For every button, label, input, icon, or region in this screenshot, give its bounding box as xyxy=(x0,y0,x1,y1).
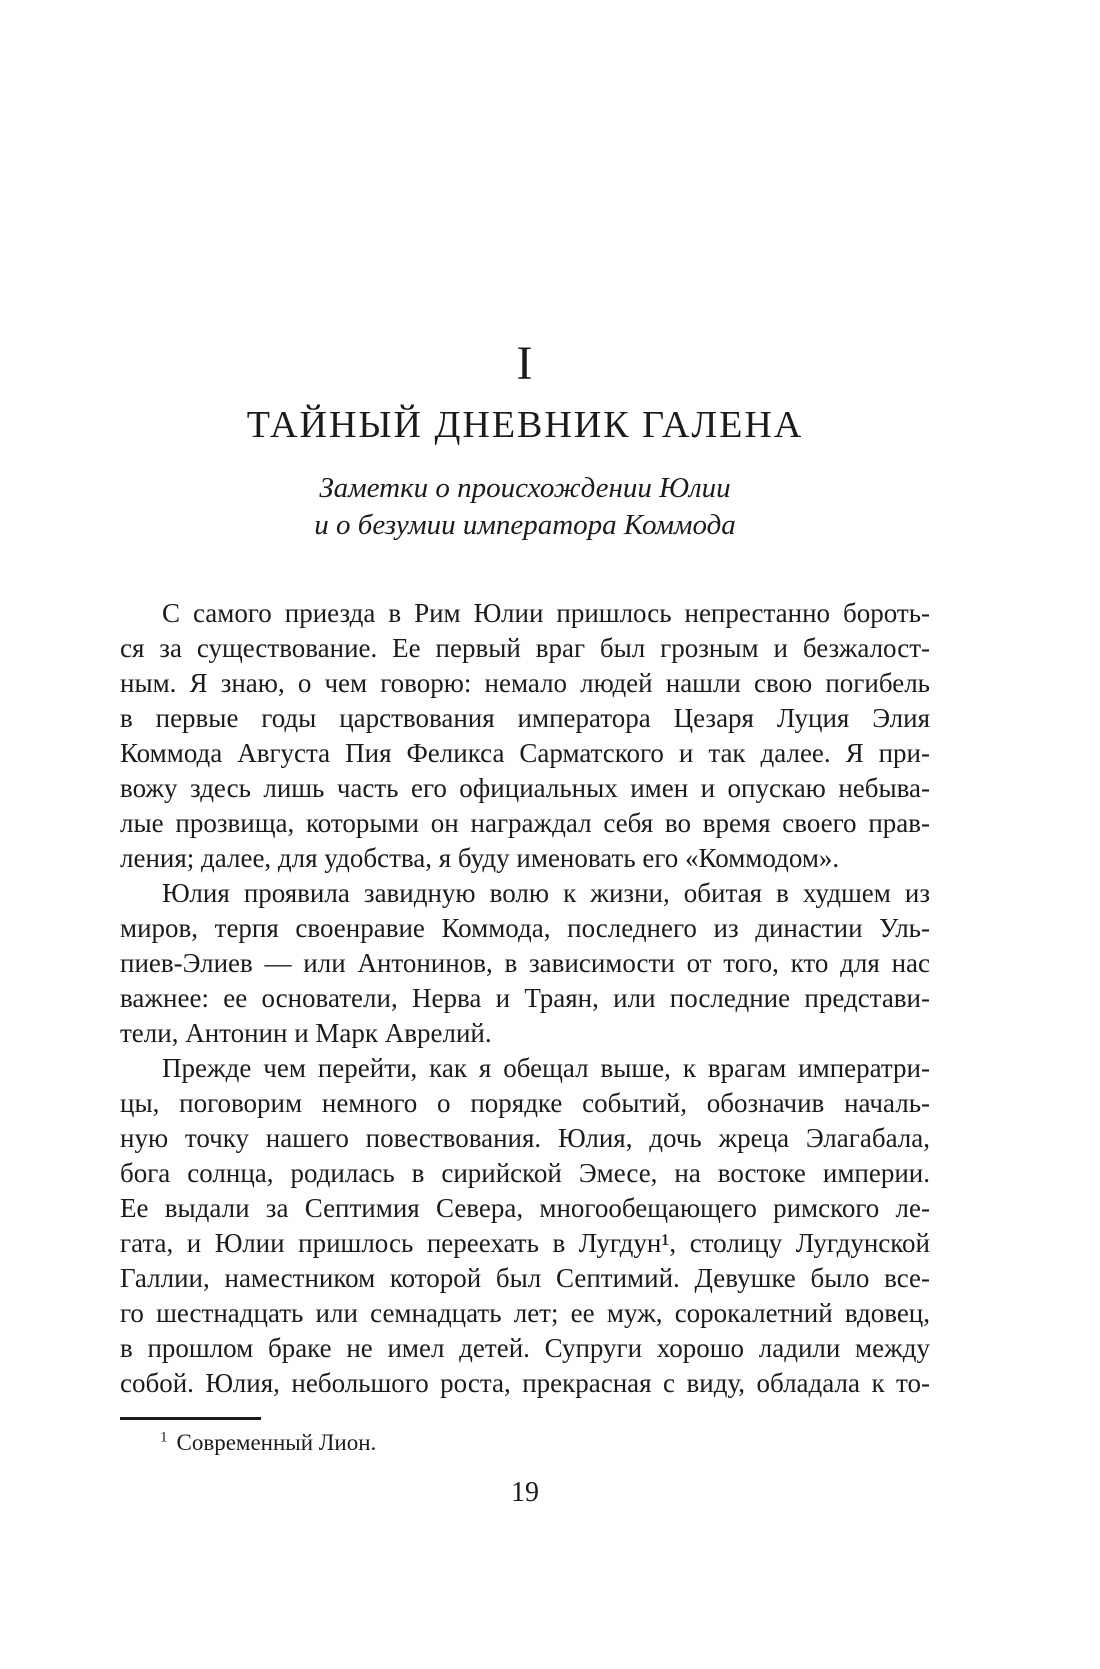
text-line: ную точку нашего повествования. Юлия, дочь жреца Элагабала, xyxy=(120,1123,930,1153)
text-line: ления; далее, для удобства, я буду именовать его «Коммодом». xyxy=(120,843,840,873)
text-line: важнее: ее основатели, Нерва и Траян, или последние представи- xyxy=(120,983,930,1013)
footnote xyxy=(120,1428,930,1458)
text-line: го шестнадцать или семнадцать лет; ее муж, сорокалетний вдовец, xyxy=(120,1298,930,1328)
text-line: ся за существование. Ее первый враг был грозным и безжалост- xyxy=(120,633,930,663)
footnote-marker: 1 xyxy=(160,1429,168,1446)
text-line: цы, поговорим немного о порядке событий, обозначив началь- xyxy=(120,1088,930,1118)
text-line: вожу здесь лишь часть его официальных имен и опускаю небыва- xyxy=(120,773,930,803)
text-line: бога солнца, родилась в сирийской Эмесе, на востоке империи. xyxy=(120,1158,930,1188)
footnote-text: Современный Лион. xyxy=(176,1430,377,1455)
text-line: Коммода Августа Пия Феликса Сарматского и так далее. Я при- xyxy=(120,738,930,768)
body-paragraph xyxy=(120,596,930,876)
body-paragraph xyxy=(120,1051,930,1401)
chapter-number: I xyxy=(516,337,534,390)
text-line: Юлия проявила завидную волю к жизни, обитая в худшем из xyxy=(162,878,930,908)
body-paragraph xyxy=(120,876,930,1051)
text-line: Прежде чем перейти, как я обещал выше, к врагам императри- xyxy=(162,1053,930,1083)
text-line: ным. Я знаю, о чем говорю: немало людей нашли свою погибель xyxy=(120,668,930,698)
chapter-title: ТАЙНЫЙ ДНЕВНИК ГАЛЕНА xyxy=(246,404,804,446)
text-line: гата, и Юлии пришлось переехать в Лугдун¹, столицу Лугдунской xyxy=(120,1228,930,1258)
text-line: С самого приезда в Рим Юлии пришлось непрестанно бороть- xyxy=(162,598,930,628)
text-line: в прошлом браке не имел детей. Супруги хорошо ладили между xyxy=(120,1333,930,1363)
footnote-rule xyxy=(120,1417,261,1420)
chapter-subtitle-line-2: и о безумии императора Коммода xyxy=(314,509,736,541)
text-line: пиев-Элиев — или Антонинов, в зависимости от того, кто для нас xyxy=(120,948,930,978)
body-text xyxy=(120,596,930,1401)
text-line: тели, Антонин и Марк Аврелий. xyxy=(120,1018,492,1048)
text-line: собой. Юлия, небольшого роста, прекрасная с виду, обладала к то- xyxy=(120,1368,930,1398)
text-line: в первые годы царствования императора Цезаря Луция Элия xyxy=(120,703,930,733)
page-number: 19 xyxy=(511,1477,539,1508)
chapter-subtitle-line-1: Заметки о происхождении Юлии xyxy=(319,472,731,504)
chapter-subtitle xyxy=(120,470,930,544)
text-line: лые прозвища, которыми он награждал себя во время своего прав- xyxy=(120,808,930,838)
text-line: Ее выдали за Септимия Севера, многообещающего римского ле- xyxy=(120,1193,930,1223)
text-line: Галлии, наместником которой был Септимий. Девушке было все- xyxy=(120,1263,930,1293)
text-line: миров, терпя своенравие Коммода, последнего из династии Уль- xyxy=(120,913,930,943)
